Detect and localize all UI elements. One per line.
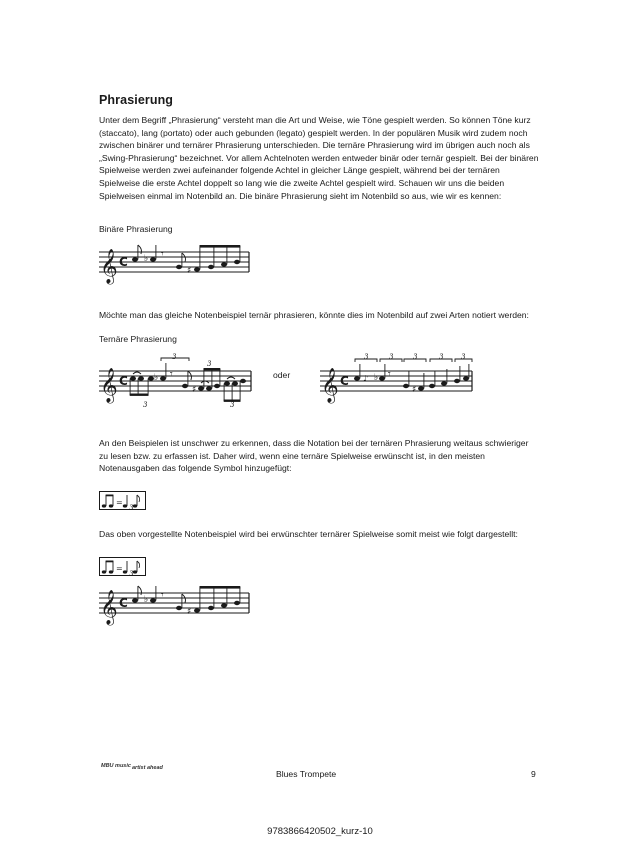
swing-symbol-final [99, 557, 147, 577]
page-number: 9 [531, 769, 536, 779]
sharp-icon: ♯ [187, 266, 192, 276]
flat-icon: ♭ [144, 595, 149, 605]
flat-icon: ♭ [154, 373, 159, 383]
symbol-intro-paragraph: An den Beispielen ist unschwer zu erkennen, dass die Notation bei der ternären Phrasierung weitaus schwieriger zu lesen bzw. zu erfassen ist. Daher wird, wenn eine ternäre Spielweise erwünscht ist, in den meisten Notenausgaben das folgende Symbol hinzugefügt: [99, 438, 529, 474]
triplet-number: 3 [439, 353, 444, 361]
flag [138, 245, 142, 254]
triplet-number: 3 [413, 353, 418, 361]
triplet-number: 3 [129, 570, 134, 578]
intro-paragraph: Unter dem Begriff „Phrasierung“ versteht man die Art und Weise, wie Töne gespielt werden. So können Töne kurz (staccato), lang (portato) oder auch gebunden (legato) gespielt werden. In der populären Musik wird zudem noch zwischen binärer und ternärer Phrasierung unterschieden. Die ternäre Phrasierung wird im übrigen auch noch als „Swing-Phrasierung“ bezeichnet. Vor allem Achtelnoten werden entweder binär oder ternär gespielt. Bei der binären Spielweise werden zwei aufeinander folgende Achtel in gleicher Länge gespielt, während bei der ternären Spielweise die erste Achtel doppelt so lang wie die zweite Achtel gespielt wird. Schauen wir uns die beiden Spielweisen einmal im Notenbild an. Die binäre Phrasierung sieht im Notenbild so aus, wie wir es kennen: [99, 115, 539, 201]
publisher-logo-mbu: MBU music [101, 763, 131, 769]
note [208, 265, 214, 269]
binary-score [99, 244, 259, 284]
binary-label: Binäre Phrasierung [99, 224, 173, 234]
time-signature: C [119, 255, 128, 269]
treble-clef-icon: 𝄞 [100, 249, 118, 284]
note [221, 262, 227, 266]
swing-symbol [99, 491, 147, 511]
final-score [99, 585, 259, 625]
page-title: Phrasierung [99, 93, 174, 107]
treble-clef-icon: 𝄞 [100, 368, 118, 403]
file-identifier: 9783866420502_kurz-10 [267, 826, 373, 837]
triplet-number: 3 [207, 360, 212, 368]
ternary-label: Ternäre Phrasierung [99, 334, 177, 344]
beam [200, 245, 241, 248]
publisher-logo-artist-ahead: artist ahead [132, 765, 163, 771]
equals-sign: = [116, 564, 123, 573]
eighth-rest-icon: 𝄾 [388, 369, 391, 380]
flat-icon: ♭ [144, 254, 149, 264]
ternary-intro-paragraph: Möchte man das gleiche Notenbeispiel ternär phrasieren, könnte dies im Notenbild auf zwei Arten notiert werden: [99, 310, 529, 320]
triplet-number: 3 [172, 353, 177, 361]
treble-clef-icon: 𝄞 [321, 368, 339, 403]
quarter-note: ♪ [363, 374, 369, 383]
note [132, 257, 138, 261]
note [234, 260, 240, 264]
eighth-rest-icon: 𝄾 [161, 249, 164, 260]
sharp-icon: ♯ [187, 607, 192, 617]
flat-icon: ♭ [374, 373, 379, 383]
note [176, 265, 182, 269]
footer-book-title: Blues Trompete [276, 769, 337, 779]
triplet-number: 3 [389, 353, 394, 361]
triplet-number: 3 [143, 401, 148, 409]
time-signature: C [340, 374, 349, 388]
final-intro-paragraph: Das oben vorgestellte Notenbeispiel wird bei erwünschter ternärer Spielweise somit meist wie folgt dargestellt: [99, 529, 518, 539]
treble-clef-icon: 𝄞 [100, 590, 118, 625]
triplet-number: 3 [129, 504, 134, 512]
time-signature: C [119, 374, 128, 388]
note [150, 257, 156, 261]
triplet-number: 3 [461, 353, 466, 361]
eighth-rest-icon: 𝄾 [170, 369, 173, 380]
sharp-icon: ♯ [192, 385, 197, 395]
triplet-number: 3 [230, 401, 235, 409]
triplet-number: 3 [364, 353, 369, 361]
ternary-score-variant-1 [99, 355, 259, 407]
note [194, 267, 200, 271]
ternary-score-variant-2 [320, 355, 480, 407]
time-signature: C [119, 596, 128, 610]
sharp-icon: ♯ [412, 385, 417, 395]
eighth-rest-icon: 𝄾 [161, 590, 164, 601]
or-label: oder [273, 370, 291, 380]
equals-sign: = [116, 498, 123, 507]
